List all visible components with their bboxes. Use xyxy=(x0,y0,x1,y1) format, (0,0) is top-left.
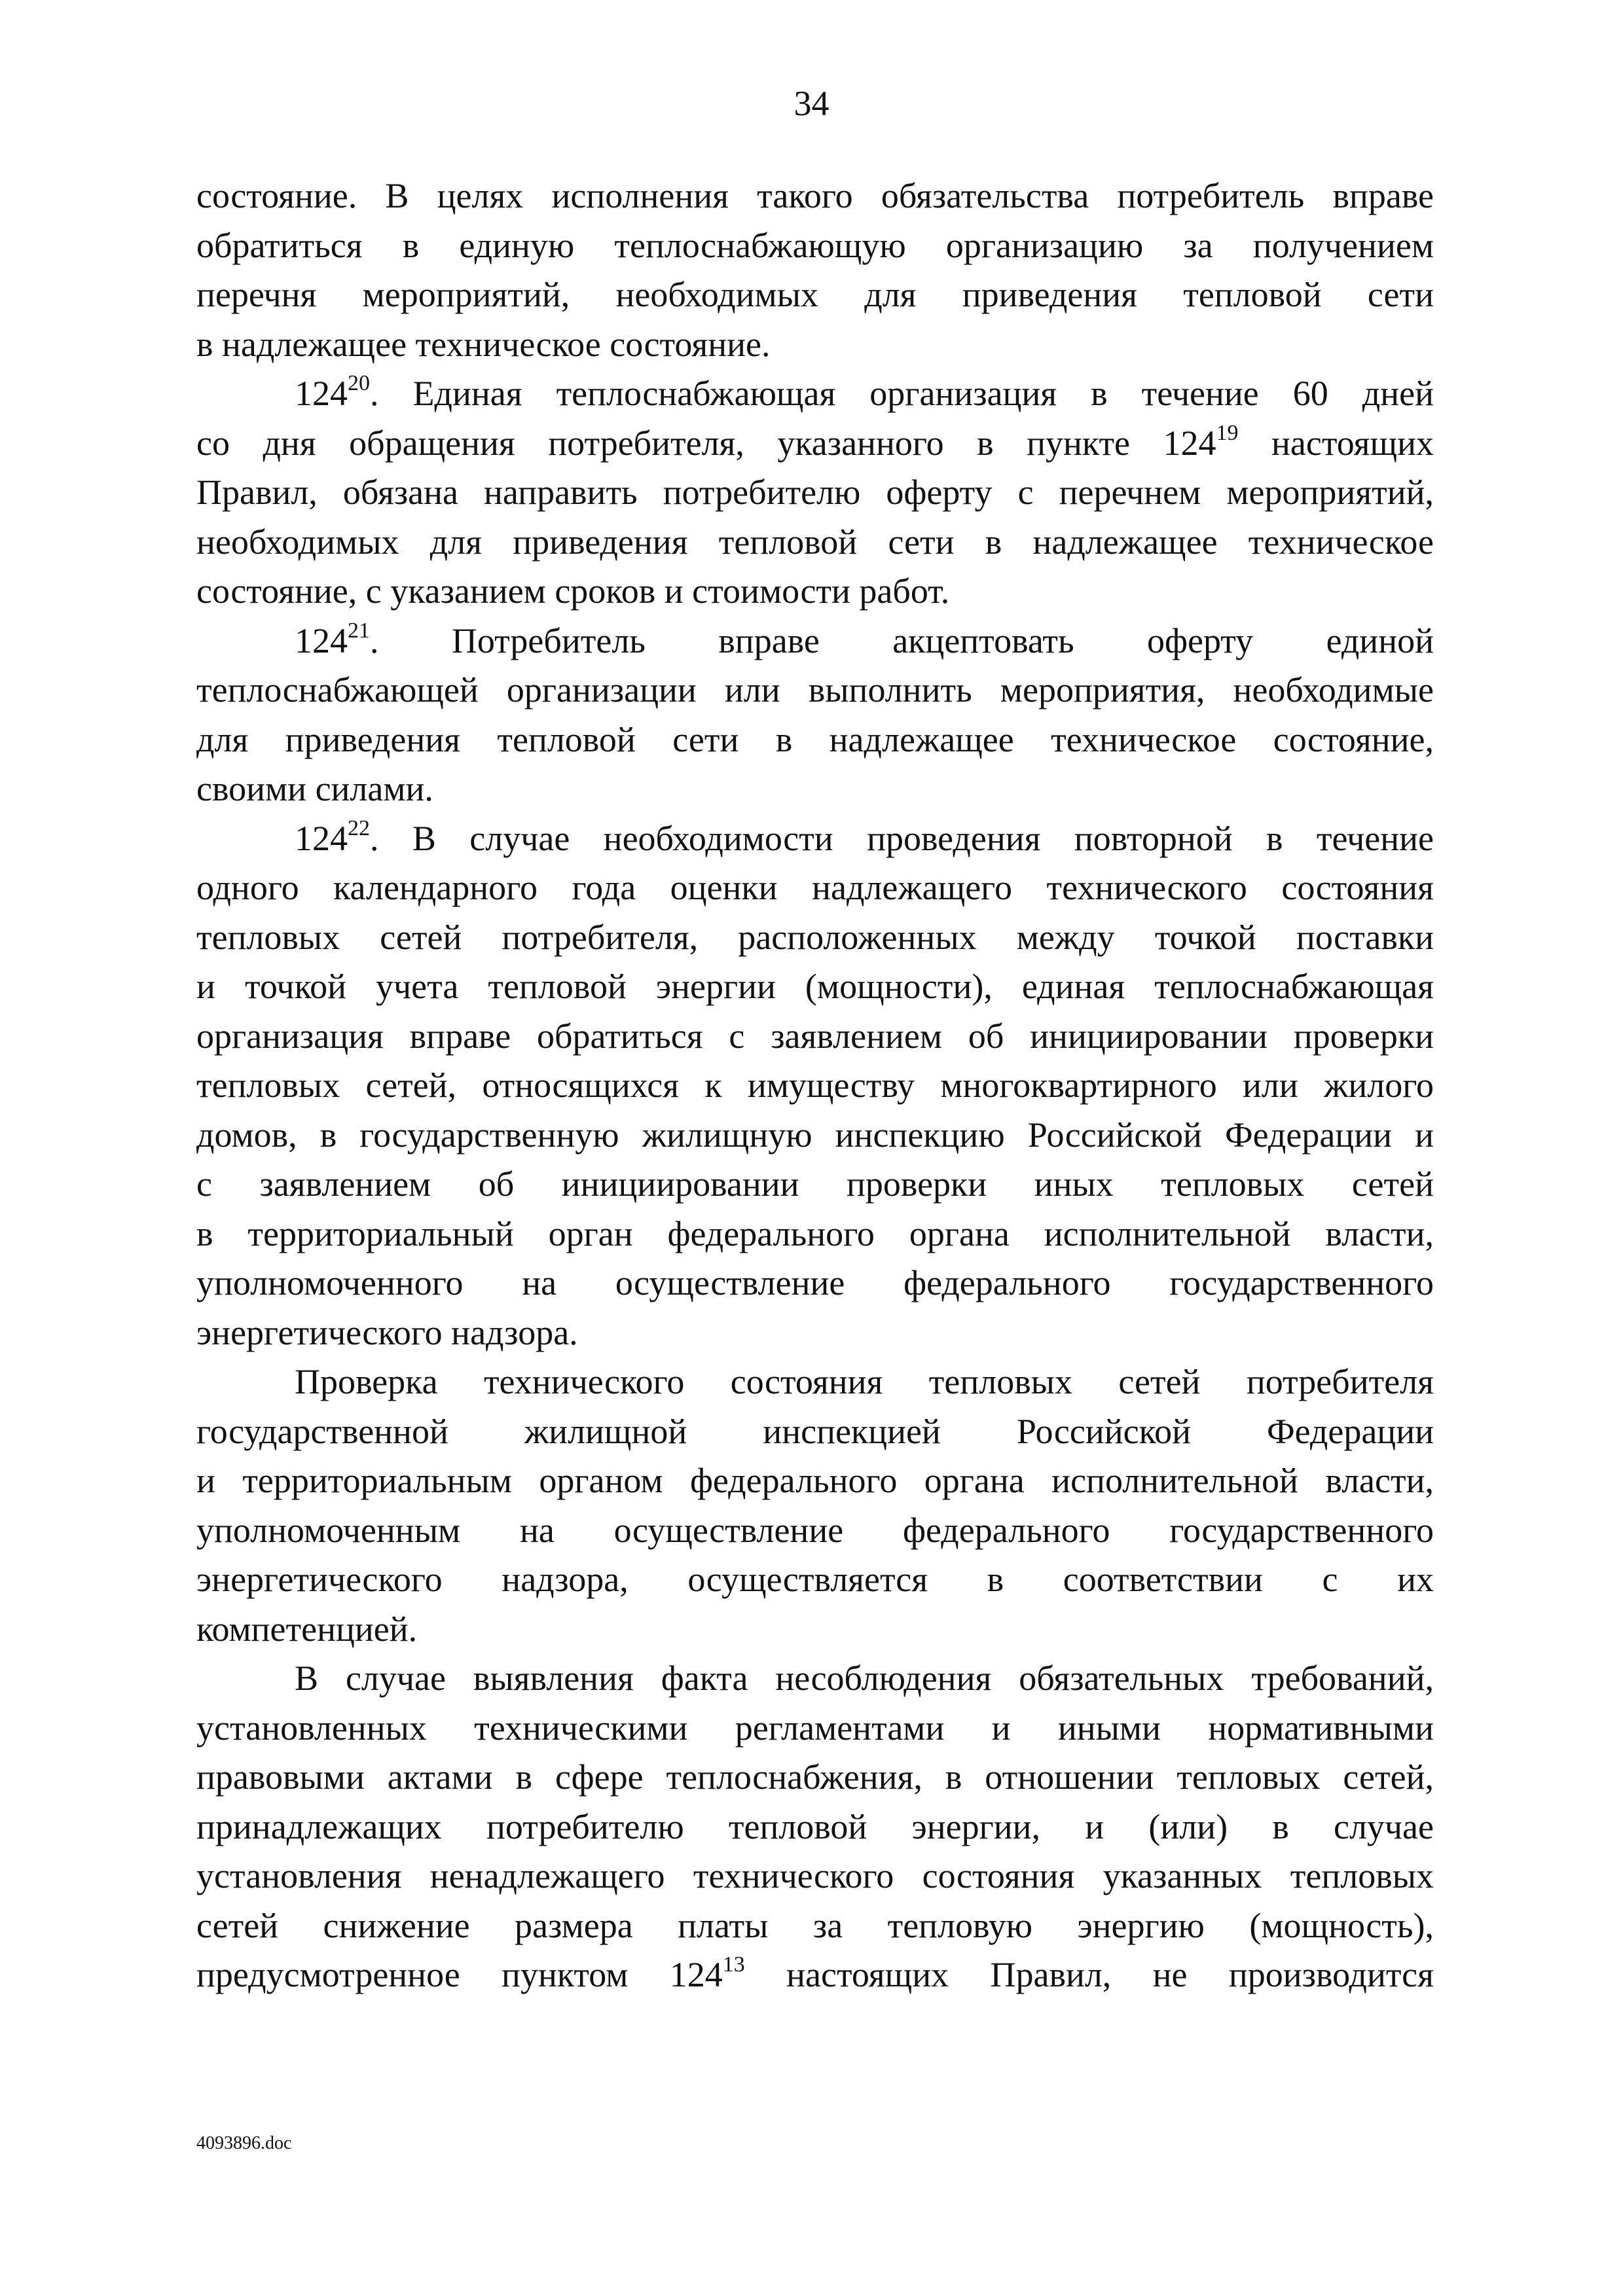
text-line xyxy=(196,1654,1434,1704)
line-text: в территориальный орган федерального органа исполнительной власти, xyxy=(196,1213,1434,1253)
line-text: уполномоченным на осуществление федерального государственного xyxy=(196,1510,1434,1550)
line-text: обратиться в единую теплоснабжающую организацию за получением xyxy=(196,225,1434,265)
clause-number: 124 xyxy=(295,374,348,413)
line-text: своими силами. xyxy=(196,769,433,808)
line-text: со дня обращения потребителя, указанного в пункте 124 xyxy=(196,423,1216,463)
text-line xyxy=(196,764,1434,814)
text-line xyxy=(196,1506,1434,1556)
line-text: сетей снижение размера платы за тепловую энергию (мощность), xyxy=(196,1905,1434,1945)
text-line xyxy=(196,913,1434,963)
line-text: и территориальным органом федерального органа исполнительной власти, xyxy=(196,1461,1434,1500)
line-text: правовыми актами в сфере теплоснабжения, в отношении тепловых сетей, xyxy=(196,1757,1434,1797)
reference-superscript: 13 xyxy=(722,1952,745,1977)
line-text: . В случае необходимости проведения повторной в течение xyxy=(370,818,1434,858)
text-line xyxy=(196,270,1434,320)
line-text: компетенцией. xyxy=(196,1609,418,1649)
line-text: установления ненадлежащего технического состояния указанных тепловых xyxy=(196,1856,1434,1895)
line-text: предусмотренное пунктом 124 xyxy=(196,1955,723,1994)
text-line xyxy=(196,617,1434,666)
line-text: состояние. В целях исполнения такого обязательства потребитель вправе xyxy=(196,176,1434,215)
text-line xyxy=(196,1308,1434,1358)
line-text: Проверка технического состояния тепловых сетей потребителя xyxy=(295,1362,1434,1401)
text-line xyxy=(196,1753,1434,1803)
line-text: теплоснабжающей организации или выполнить мероприятия, необходимые xyxy=(196,670,1434,709)
text-line xyxy=(196,863,1434,913)
line-text: тепловых сетей потребителя, расположенных между точкой поставки xyxy=(196,917,1434,957)
text-line xyxy=(196,171,1434,221)
text-line xyxy=(196,1950,1434,2000)
text-line xyxy=(196,1259,1434,1308)
text-line xyxy=(196,468,1434,518)
text-line xyxy=(196,962,1434,1012)
line-text: в надлежащее техническое состояние. xyxy=(196,324,771,364)
line-text: состояние, с указанием сроков и стоимости работ. xyxy=(196,571,950,611)
text-line xyxy=(196,1901,1434,1951)
line-text: В случае выявления факта несоблюдения обязательных требований, xyxy=(295,1659,1434,1698)
reference-superscript: 19 xyxy=(1216,420,1239,445)
line-text: Правил, обязана направить потребителю оферту с перечнем мероприятий, xyxy=(196,473,1434,512)
text-line xyxy=(196,221,1434,271)
text-line xyxy=(196,715,1434,765)
clause-superscript: 20 xyxy=(348,371,370,395)
line-text: домов, в государственную жилищную инспекцию Российской Федерации и xyxy=(196,1115,1434,1155)
text-line xyxy=(196,1407,1434,1457)
line-text: государственной жилищной инспекцией Российской Федерации xyxy=(196,1411,1434,1451)
text-line xyxy=(196,1012,1434,1062)
text-line xyxy=(196,1357,1434,1407)
text-line xyxy=(196,1704,1434,1753)
text-line xyxy=(196,1111,1434,1160)
text-line xyxy=(196,518,1434,567)
text-line xyxy=(196,1803,1434,1852)
line-text: энергетического надзора. xyxy=(196,1312,578,1352)
line-text: и точкой учета тепловой энергии (мощности), единая теплоснабжающая xyxy=(196,967,1434,1006)
clause-number: 124 xyxy=(295,818,348,858)
text-line xyxy=(196,1555,1434,1605)
text-line xyxy=(196,666,1434,715)
line-text: . Единая теплоснабжающая организация в течение 60 дней xyxy=(370,374,1434,413)
text-line xyxy=(196,369,1434,419)
line-text-suffix: настоящих xyxy=(1238,423,1434,463)
line-text: установленных техническими регламентами и иными нормативными xyxy=(196,1708,1434,1748)
line-text: одного календарного года оценки надлежащего технического состояния xyxy=(196,868,1434,907)
text-line xyxy=(196,1605,1434,1655)
line-text: с заявлением об инициировании проверки иных тепловых сетей xyxy=(196,1164,1434,1204)
page-number: 34 xyxy=(793,84,830,123)
line-text: тепловых сетей, относящихся к имуществу многоквартирного или жилого xyxy=(196,1066,1434,1105)
text-line xyxy=(196,1210,1434,1259)
line-text: уполномоченного на осуществление федерального государственного xyxy=(196,1263,1434,1302)
file-name-footer: 4093896.doc xyxy=(196,2133,292,2153)
text-line xyxy=(196,567,1434,617)
text-line xyxy=(196,814,1434,864)
text-line xyxy=(196,320,1434,370)
text-line xyxy=(196,1160,1434,1210)
line-text: для приведения тепловой сети в надлежащее техническое состояние, xyxy=(196,719,1434,759)
text-line xyxy=(196,1061,1434,1111)
text-line xyxy=(196,1456,1434,1506)
document-body xyxy=(196,171,1434,2000)
line-text: необходимых для приведения тепловой сети в надлежащее техническое xyxy=(196,522,1434,562)
line-text: организация вправе обратиться с заявлением об инициировании проверки xyxy=(196,1016,1434,1056)
line-text: принадлежащих потребителю тепловой энергии, и (или) в случае xyxy=(196,1806,1434,1846)
line-text: энергетического надзора, осуществляется в соответствии с их xyxy=(196,1560,1434,1599)
clause-superscript: 22 xyxy=(348,816,370,840)
clause-number: 124 xyxy=(295,620,348,660)
text-line xyxy=(196,419,1434,469)
clause-superscript: 21 xyxy=(348,618,370,643)
line-text-suffix: настоящих Правил, не производится xyxy=(744,1955,1434,1994)
line-text: перечня мероприятий, необходимых для приведения тепловой сети xyxy=(196,275,1434,314)
text-line xyxy=(196,1852,1434,1901)
line-text: . Потребитель вправе акцептовать оферту единой xyxy=(370,620,1434,660)
